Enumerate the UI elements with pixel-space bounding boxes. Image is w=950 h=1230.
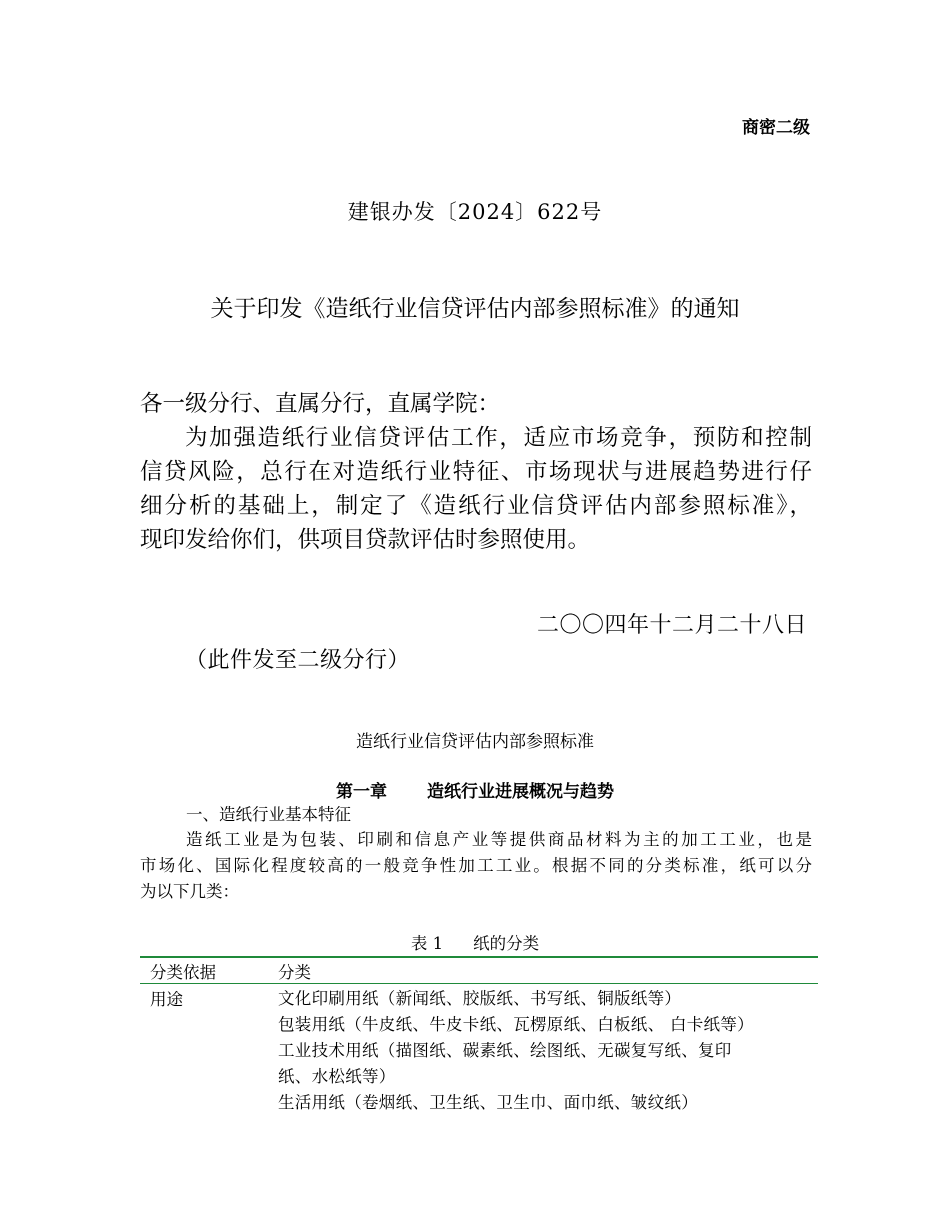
issue-date: 二〇〇四年十二月二十八日 xyxy=(536,613,807,638)
table-cell-line: 工业技术用纸（描图纸、碳素纸、绘图纸、无碳复写纸、复印 xyxy=(278,1041,732,1060)
addressee: 各一级分行、直属分行，直属学院： xyxy=(140,391,501,417)
notice-body xyxy=(140,421,812,557)
table-cell-line: 纸、水松纸等） xyxy=(278,1067,396,1086)
table-caption xyxy=(0,930,950,954)
table-caption-number: 表 1 xyxy=(410,934,444,953)
table-cell-basis: 用途 xyxy=(150,990,183,1009)
chapter-heading xyxy=(0,777,950,802)
paragraph-line: 造纸工业是为包装、印刷和信息产业等提供商品材料为主的加工工业，也是 xyxy=(186,830,812,849)
table-cell-categories xyxy=(278,986,812,1116)
chapter-title: 造纸行业进展概况与趋势 xyxy=(427,782,614,802)
table-cell-line: 文化印刷用纸（新闻纸、胶版纸、书写纸、铜版纸等） xyxy=(278,989,682,1008)
section-paragraph xyxy=(140,827,812,905)
body-line: 细分析的基础上，制定了《造纸行业信贷评估内部参照标准》， xyxy=(140,493,812,519)
notice-title: 关于印发《造纸行业信贷评估内部参照标准》的通知 xyxy=(210,296,740,322)
paragraph-line: 为以下几类： xyxy=(140,882,239,901)
table-top-rule xyxy=(140,956,818,958)
table-header-rule xyxy=(140,983,818,984)
classification-label: 商密二级 xyxy=(742,118,810,138)
table-cell-line: 包装用纸（牛皮纸、牛皮卡纸、瓦楞原纸、白板纸、 白卡纸等） xyxy=(278,1015,754,1034)
section-heading: 一、造纸行业基本特征 xyxy=(186,805,351,824)
chapter-number: 第一章 xyxy=(336,782,387,802)
table-cell-line: 生活用纸（卷烟纸、卫生纸、卫生巾、面巾纸、皱纹纸） xyxy=(278,1093,698,1112)
standard-title: 造纸行业信贷评估内部参照标准 xyxy=(356,732,594,752)
table-header-basis: 分类依据 xyxy=(150,963,216,982)
table-header-category: 分类 xyxy=(278,963,311,982)
paragraph-line: 市场化、国际化程度较高的一般竞争性加工工业。根据不同的分类标准，纸可以分 xyxy=(140,856,812,875)
body-line: 信贷风险，总行在对造纸行业特征、市场现状与进展趋势进行仔 xyxy=(140,459,812,485)
document-number: 建银办发〔2024〕622号 xyxy=(347,200,603,224)
body-line: 为加强造纸行业信贷评估工作，适应市场竞争，预防和控制 xyxy=(185,425,812,451)
table-caption-title: 纸的分类 xyxy=(473,934,540,953)
distribution-note: （此件发至二级分行） xyxy=(185,648,411,673)
body-line: 现印发给你们，供项目贷款评估时参照使用。 xyxy=(140,527,591,553)
